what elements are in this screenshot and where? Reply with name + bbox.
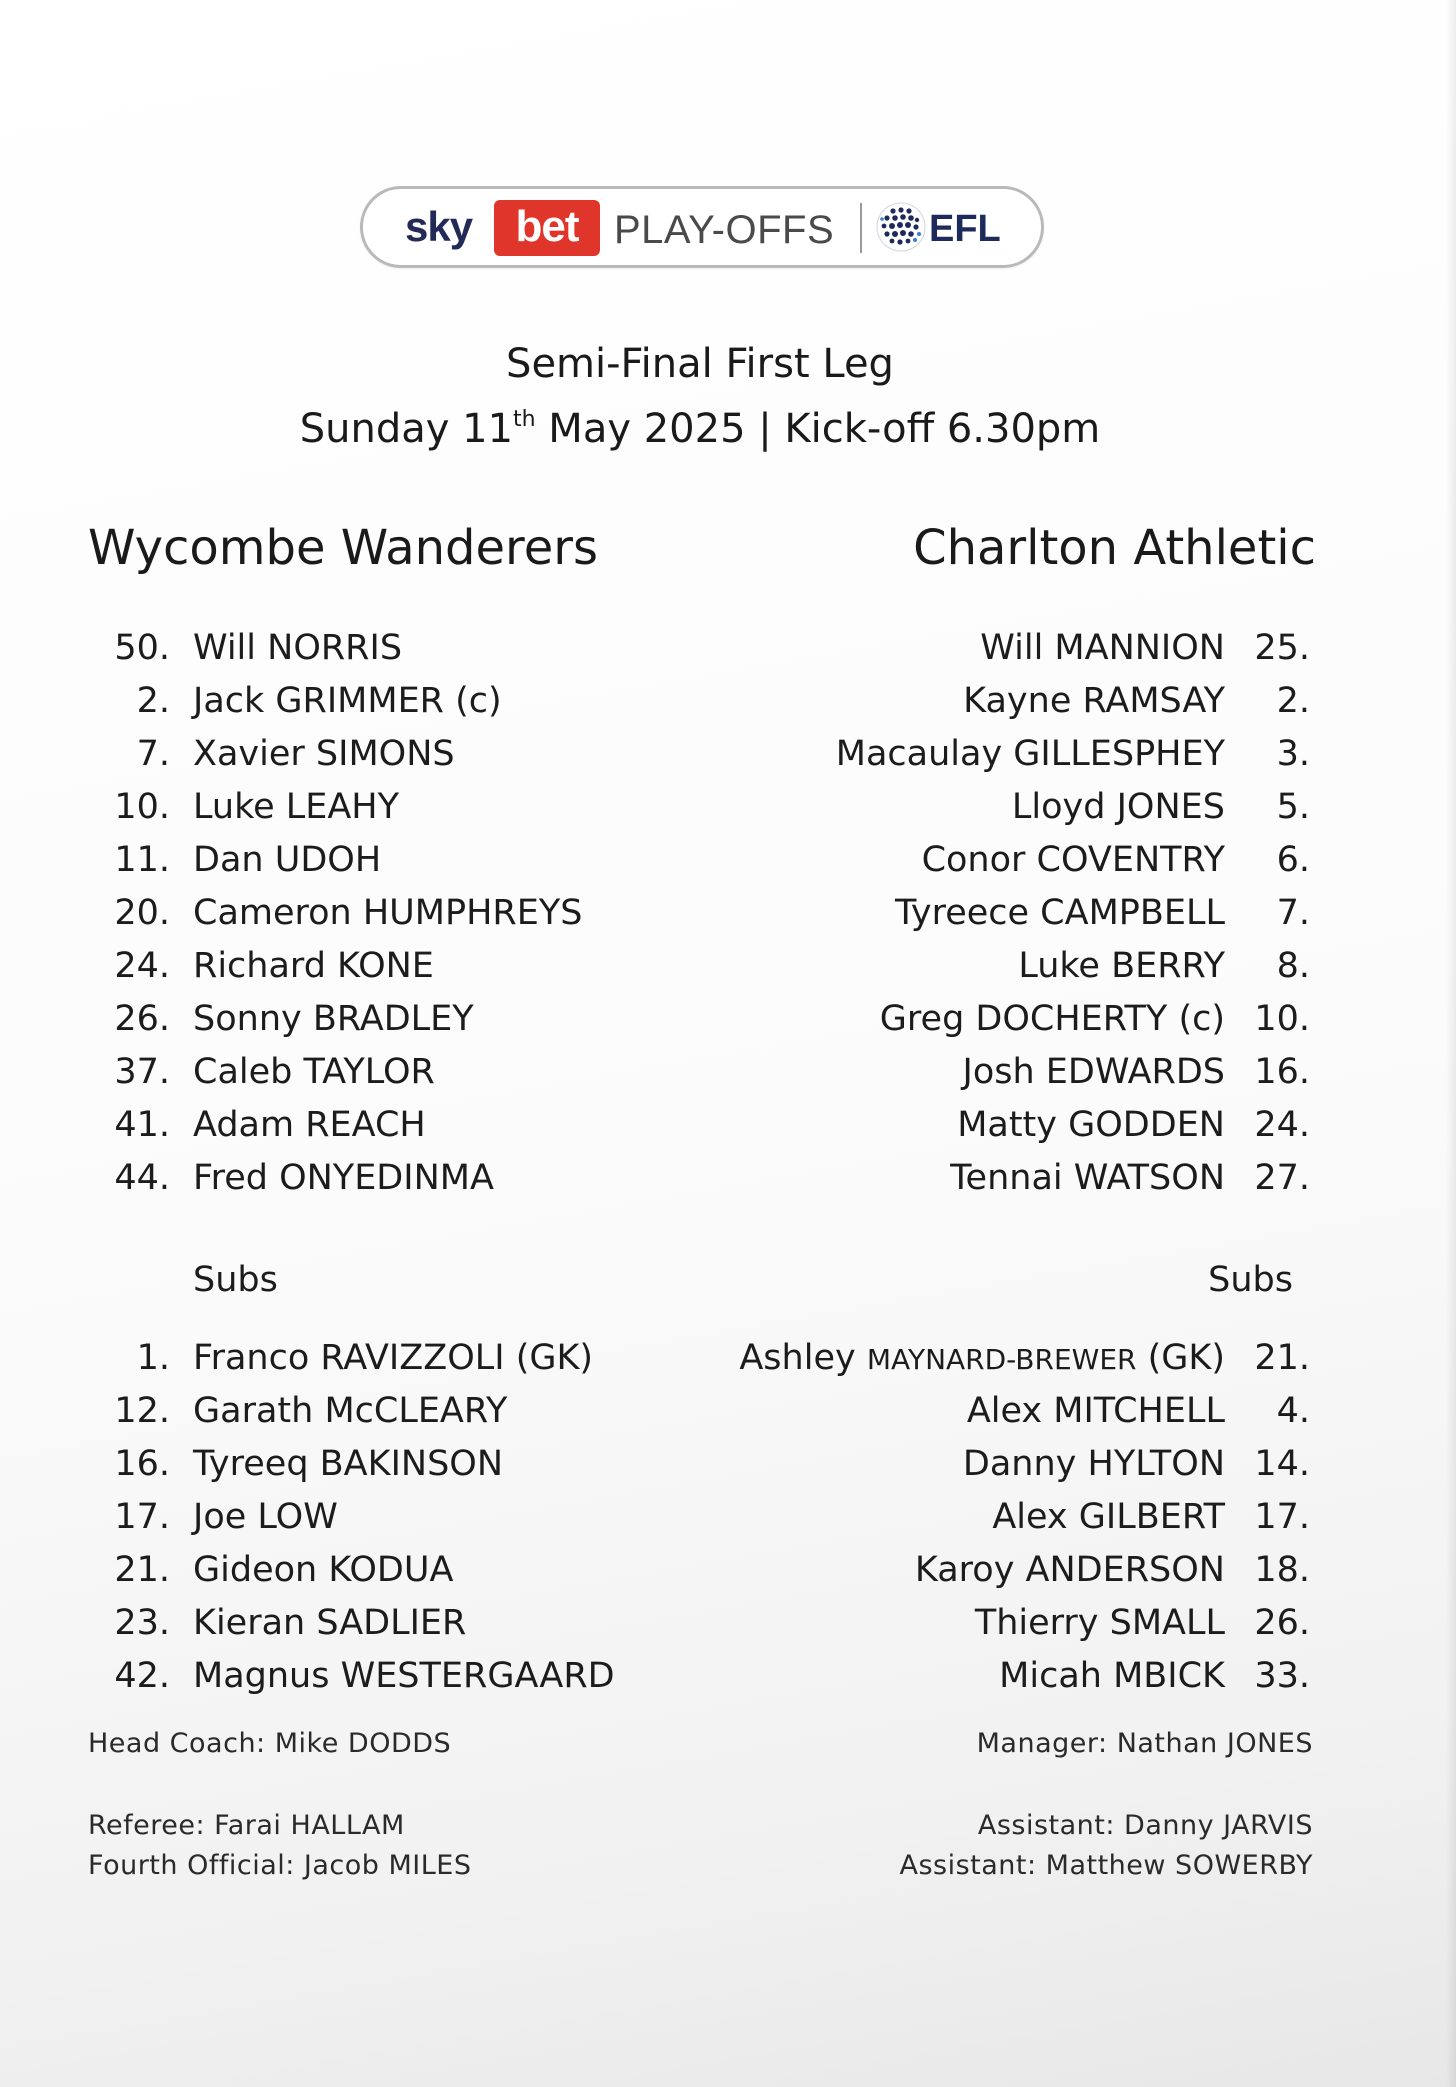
shirt-number: 37. [114, 1052, 170, 1092]
player-name: Cameron HUMPHREYS [193, 893, 583, 933]
player-name: Matty GODDEN [957, 1105, 1225, 1145]
player-name: Dan UDOH [193, 840, 382, 880]
player-row [700, 993, 1320, 1046]
fourth-official: Fourth Official: Jacob MILES [88, 1850, 472, 1881]
shirt-number: 2. [1276, 681, 1310, 721]
shirt-number: 5. [1276, 787, 1310, 827]
bet-wordmark: bet [494, 200, 600, 256]
player-row [88, 1152, 688, 1205]
player-name: Luke BERRY [1018, 946, 1225, 986]
away-subs-heading: Subs [1208, 1260, 1293, 1300]
shirt-number: 10. [1254, 999, 1310, 1039]
player-name: Conor COVENTRY [921, 840, 1225, 880]
away-team-name: Charlton Athletic [913, 520, 1316, 576]
player-row [700, 1491, 1320, 1544]
player-row [88, 940, 688, 993]
player-name: Magnus WESTERGAARD [193, 1656, 615, 1696]
efl-wordmark: EFL [929, 208, 1001, 250]
badge-divider [860, 203, 862, 253]
match-date-line [0, 405, 1400, 453]
player-name: Xavier SIMONS [193, 734, 455, 774]
shirt-number: 2. [136, 681, 170, 721]
player-name: Josh EDWARDS [962, 1052, 1225, 1092]
shirt-number: 20. [114, 893, 170, 933]
player-row [88, 1491, 688, 1544]
player-row [88, 1385, 688, 1438]
player-tag: (GK) [1136, 1338, 1225, 1378]
away-manager: Manager: Nathan JONES [976, 1728, 1313, 1759]
sky-wordmark: sky [405, 203, 473, 250]
shirt-number: 24. [114, 946, 170, 986]
home-subs-heading: Subs [193, 1260, 278, 1300]
player-row [88, 622, 688, 675]
home-starting-lineup [88, 622, 688, 1205]
shirt-number: 6. [1276, 840, 1310, 880]
player-name: Sonny BRADLEY [193, 999, 474, 1039]
shirt-number: 25. [1254, 628, 1310, 668]
match-day: Sunday 11 [299, 406, 514, 452]
player-row [700, 1046, 1320, 1099]
player-name: Lloyd JONES [1011, 787, 1225, 827]
player-row [700, 1099, 1320, 1152]
assistant-referee-2: Assistant: Matthew SOWERBY [899, 1850, 1313, 1881]
shirt-number: 41. [114, 1105, 170, 1145]
player-row [700, 1438, 1320, 1491]
player-name: Tennai WATSON [950, 1158, 1225, 1198]
player-row [88, 1597, 688, 1650]
player-row [88, 887, 688, 940]
away-substitutes [700, 1332, 1320, 1703]
shirt-number: 16. [114, 1444, 170, 1484]
match-stage: Semi-Final First Leg [506, 341, 894, 387]
match-day-suffix: th [513, 407, 536, 432]
player-row [88, 1438, 688, 1491]
paper-edge-shadow [1446, 0, 1456, 2087]
shirt-number: 11. [114, 840, 170, 880]
player-name: Greg DOCHERTY (c) [879, 999, 1225, 1039]
player-row [700, 887, 1320, 940]
shirt-number: 33. [1254, 1656, 1310, 1696]
shirt-number: 1. [136, 1338, 170, 1378]
player-surname: MAYNARD-BREWER [866, 1343, 1137, 1376]
player-row [700, 1544, 1320, 1597]
player-name: Karoy ANDERSON [914, 1550, 1225, 1590]
player-name: Micah MBICK [999, 1656, 1225, 1696]
player-name: Luke LEAHY [193, 787, 400, 827]
playoffs-logo-badge [360, 186, 1044, 268]
shirt-number: 26. [1254, 1603, 1310, 1643]
player-name: Tyreece CAMPBELL [894, 893, 1225, 933]
shirt-number: 14. [1254, 1444, 1310, 1484]
player-name: Tyreeq BAKINSON [193, 1444, 504, 1484]
player-row [700, 622, 1320, 675]
player-name: Kieran SADLIER [193, 1603, 467, 1643]
efl-ball-icon [875, 201, 927, 253]
shirt-number: 10. [114, 787, 170, 827]
player-name: Kayne RAMSAY [963, 681, 1225, 721]
player-name: Caleb TAYLOR [193, 1052, 435, 1092]
shirt-number: 50. [114, 628, 170, 668]
player-name: Fred ONYEDINMA [193, 1158, 494, 1198]
match-date-rest: May 2025 | Kick-off 6.30pm [535, 406, 1101, 452]
shirt-number: 21. [114, 1550, 170, 1590]
player-row [88, 1099, 688, 1152]
player-row [88, 1332, 688, 1385]
shirt-number: 21. [1254, 1338, 1310, 1378]
player-name: Danny HYLTON [962, 1444, 1225, 1484]
player-first-name: Ashley [739, 1338, 867, 1378]
shirt-number: 17. [114, 1497, 170, 1537]
shirt-number: 44. [114, 1158, 170, 1198]
player-row [700, 781, 1320, 834]
shirt-number: 42. [114, 1656, 170, 1696]
player-name: Richard KONE [193, 946, 434, 986]
player-row [700, 1332, 1320, 1385]
assistant-referee-1: Assistant: Danny JARVIS [977, 1810, 1313, 1841]
player-name: Joe LOW [193, 1497, 338, 1537]
shirt-number: 23. [114, 1603, 170, 1643]
home-head-coach: Head Coach: Mike DODDS [88, 1728, 452, 1759]
shirt-number: 17. [1254, 1497, 1310, 1537]
shirt-number: 12. [114, 1391, 170, 1431]
home-substitutes [88, 1332, 688, 1703]
player-name: Alex MITCHELL [966, 1391, 1225, 1431]
player-row [88, 728, 688, 781]
player-row [700, 1385, 1320, 1438]
shirt-number: 18. [1254, 1550, 1310, 1590]
shirt-number: 27. [1254, 1158, 1310, 1198]
player-name: Jack GRIMMER (c) [193, 681, 502, 721]
player-name: Alex GILBERT [992, 1497, 1225, 1537]
player-row [88, 1544, 688, 1597]
playoffs-wordmark: PLAY-OFFS [614, 208, 835, 252]
player-row [88, 1650, 688, 1703]
player-row [88, 1046, 688, 1099]
player-name [739, 1332, 1225, 1386]
player-row [700, 1650, 1320, 1703]
player-name: Garath McCLEARY [193, 1391, 508, 1431]
shirt-number: 8. [1276, 946, 1310, 986]
referee: Referee: Farai HALLAM [88, 1810, 405, 1841]
player-row [700, 940, 1320, 993]
player-row [700, 1597, 1320, 1650]
player-name: Thierry SMALL [974, 1603, 1225, 1643]
player-name: Will NORRIS [193, 628, 403, 668]
player-row [700, 1152, 1320, 1205]
player-row [88, 993, 688, 1046]
player-name: Gideon KODUA [193, 1550, 454, 1590]
shirt-number: 4. [1276, 1391, 1310, 1431]
shirt-number: 24. [1254, 1105, 1310, 1145]
player-name: Macaulay GILLESPHEY [835, 734, 1225, 774]
shirt-number: 7. [136, 734, 170, 774]
player-name: Will MANNION [980, 628, 1225, 668]
player-row [88, 834, 688, 887]
home-team-name: Wycombe Wanderers [88, 520, 598, 576]
shirt-number: 16. [1254, 1052, 1310, 1092]
player-row [88, 675, 688, 728]
shirt-number: 26. [114, 999, 170, 1039]
player-name: Adam REACH [193, 1105, 426, 1145]
player-row [700, 728, 1320, 781]
player-row [700, 675, 1320, 728]
player-name: Franco RAVIZZOLI (GK) [193, 1338, 594, 1378]
shirt-number: 7. [1276, 893, 1310, 933]
player-row [88, 781, 688, 834]
player-row [700, 834, 1320, 887]
away-starting-lineup [700, 622, 1320, 1205]
shirt-number: 3. [1276, 734, 1310, 774]
